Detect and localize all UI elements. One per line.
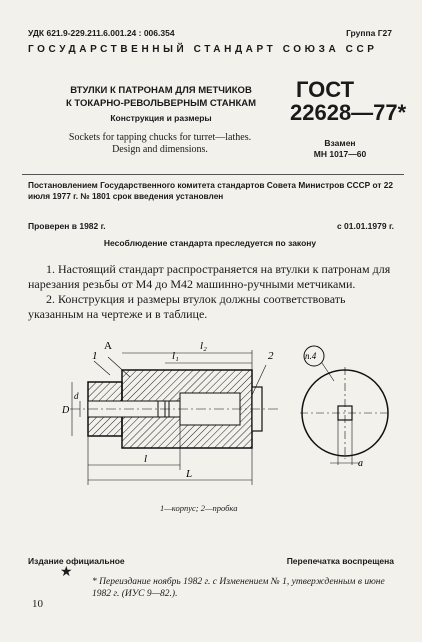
view-label: п.4 bbox=[305, 351, 317, 361]
technical-drawing bbox=[40, 325, 390, 500]
decree-text: Постановлением Государственного комитета стандартов Совета Министров СССР от 22 июля 1977 г. № 1801 срок введения установлен bbox=[28, 180, 393, 201]
official-edition: Издание официальное bbox=[28, 556, 125, 566]
document-title bbox=[56, 84, 266, 110]
divider bbox=[22, 174, 404, 175]
replace-label: Взамен bbox=[324, 138, 356, 148]
reissue-note: * Переиздание ноябрь 1982 г. с Изменением № 1, утвержденным в июне 1982 г. (ИУС 9—82.). bbox=[92, 577, 385, 599]
reprint-ban: Перепечатка воспрещена bbox=[286, 556, 394, 566]
body-section bbox=[70, 370, 278, 448]
checked-year: Проверен в 1982 г. bbox=[28, 221, 106, 231]
page-number: 10 bbox=[32, 598, 43, 610]
gost-number: 22628—77* bbox=[290, 100, 407, 125]
drawing-caption: 1—корпус; 2—пробка bbox=[160, 503, 238, 513]
dim-d: d bbox=[74, 391, 79, 401]
english-title-line-2: Design and dimensions. bbox=[112, 144, 208, 155]
document-subtitle: Конструкция и размеры bbox=[110, 113, 212, 123]
english-title bbox=[40, 132, 280, 156]
standard-band: ГОСУДАРСТВЕННЫЙ СТАНДАРТ СОЮЗА ССР bbox=[28, 44, 378, 55]
dim-D: D bbox=[62, 405, 70, 416]
title-line-2: К ТОКАРНО-РЕВОЛЬВЕРНЫМ СТАНКАМ bbox=[65, 98, 257, 109]
penalty-notice: Несоблюдение стандарта преследуется по закону bbox=[103, 238, 317, 248]
title-line-1: ВТУЛКИ К ПАТРОНАМ ДЛЯ МЕТЧИКОВ bbox=[70, 85, 252, 96]
udk-code: УДК 621.9-229.211.6.001.24 : 006.354 bbox=[28, 28, 175, 38]
english-title-line-1: Sockets for tapping chucks for turret—lathes. bbox=[68, 132, 252, 143]
replace-value: МН 1017—60 bbox=[313, 149, 367, 159]
dim-l2: l₂ bbox=[200, 340, 207, 352]
dim-l1: l₁ bbox=[172, 350, 179, 362]
gost-label: ГОСТ bbox=[296, 77, 355, 102]
dim-L: L bbox=[186, 468, 193, 480]
label-1: 1 bbox=[92, 350, 98, 362]
group-label: Группа Г27 bbox=[346, 28, 392, 38]
end-view bbox=[300, 346, 390, 465]
label-a: A bbox=[104, 340, 112, 352]
replace-block bbox=[300, 138, 380, 160]
effective-date: с 01.01.1979 г. bbox=[336, 221, 394, 231]
paragraph-2: 2. Конструкция и размеры втулок должны соответствовать указанным на чертеже и в таблице. bbox=[28, 292, 346, 321]
dim-a: a bbox=[358, 458, 363, 469]
label-2: 2 bbox=[268, 350, 274, 362]
paragraph-1: 1. Настоящий стандарт распространяется на втулки к патронам для нарезания резьбы от М4 до М42 машинно-ручными метчиками. bbox=[28, 262, 391, 291]
dim-l: l bbox=[144, 453, 148, 465]
star-icon: ★ bbox=[60, 565, 73, 580]
